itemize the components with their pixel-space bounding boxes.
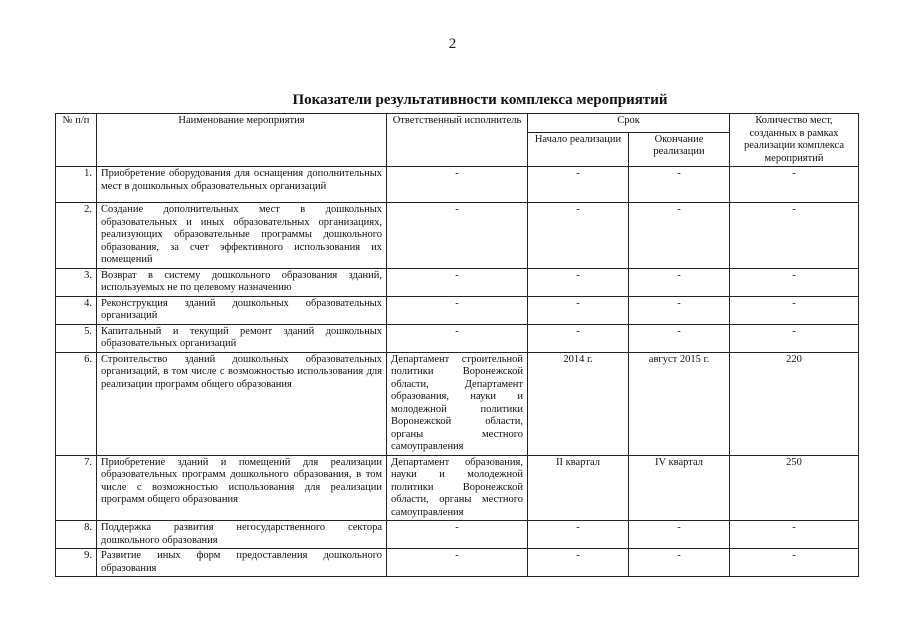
row-end: - xyxy=(629,203,730,269)
row-executor: - xyxy=(387,167,528,203)
row-places: - xyxy=(730,549,859,577)
row-executor: - xyxy=(387,521,528,549)
table-row xyxy=(56,203,859,269)
row-end: - xyxy=(629,296,730,324)
row-num: 3. xyxy=(56,268,97,296)
page-number: 2 xyxy=(448,36,457,52)
header-name: Наименование мероприятия xyxy=(97,114,387,167)
table-row xyxy=(56,549,859,577)
row-name: Капитальный и текущий ремонт зданий дошкольных образовательных организаций xyxy=(97,324,387,352)
row-places: - xyxy=(730,296,859,324)
row-executor: - xyxy=(387,203,528,269)
row-start: - xyxy=(528,549,629,577)
row-places: - xyxy=(730,521,859,549)
row-num: 6. xyxy=(56,352,97,455)
table-header-row xyxy=(56,114,859,133)
row-name: Приобретение зданий и помещений для реализации образовательных программ дошкольного образования, в том числе с возможностью использования для реализации программ общего образования xyxy=(97,455,387,521)
row-start: - xyxy=(528,203,629,269)
row-places: - xyxy=(730,268,859,296)
header-end: Окончание реализации xyxy=(629,132,730,166)
row-start: - xyxy=(528,167,629,203)
row-executor: Департамент строительной политики Воронежской области, Департамент образования, науки и молодежной политики Воронежской области, органы местного самоуправления xyxy=(387,352,528,455)
row-num: 9. xyxy=(56,549,97,577)
row-end: - xyxy=(629,549,730,577)
row-places: - xyxy=(730,324,859,352)
row-start: - xyxy=(528,521,629,549)
row-name: Реконструкция зданий дошкольных образовательных организаций xyxy=(97,296,387,324)
header-executor: Ответственный исполнитель xyxy=(387,114,528,167)
row-places: 250 xyxy=(730,455,859,521)
row-start: - xyxy=(528,268,629,296)
header-places: Количество мест, созданных в рамках реализации комплекса мероприятий xyxy=(730,114,859,167)
results-table xyxy=(55,113,859,577)
table-row xyxy=(56,167,859,203)
row-num: 7. xyxy=(56,455,97,521)
row-end: - xyxy=(629,521,730,549)
table-row xyxy=(56,296,859,324)
row-executor: - xyxy=(387,268,528,296)
row-name: Развитие иных форм предоставления дошкольного образования xyxy=(97,549,387,577)
page-title: Показатели результативности комплекса мероприятий xyxy=(292,92,668,108)
row-name: Поддержка развития негосударственного сектора дошкольного образования xyxy=(97,521,387,549)
row-num: 2. xyxy=(56,203,97,269)
header-num: № п/п xyxy=(56,114,97,167)
row-end: IV квартал xyxy=(629,455,730,521)
row-name: Строительство зданий дошкольных образовательных организаций, в том числе с возможностью использования для реализации программ общего образования xyxy=(97,352,387,455)
row-end: август 2015 г. xyxy=(629,352,730,455)
row-num: 8. xyxy=(56,521,97,549)
row-num: 4. xyxy=(56,296,97,324)
row-num: 5. xyxy=(56,324,97,352)
row-start: - xyxy=(528,296,629,324)
table-row xyxy=(56,521,859,549)
table-row xyxy=(56,352,859,455)
table-row xyxy=(56,268,859,296)
row-num: 1. xyxy=(56,167,97,203)
row-name: Создание дополнительных мест в дошкольных образовательных и иных образовательных организациях, реализующих образовательные программы дошкольного образования, за счет эффективного использования их помещений xyxy=(97,203,387,269)
row-executor: - xyxy=(387,296,528,324)
row-start: 2014 г. xyxy=(528,352,629,455)
row-executor: Департамент образования, науки и молодежной политики Воронежской области, органы местного самоуправления xyxy=(387,455,528,521)
header-start: Начало реализации xyxy=(528,132,629,166)
row-places: - xyxy=(730,203,859,269)
row-end: - xyxy=(629,167,730,203)
row-executor: - xyxy=(387,549,528,577)
row-start: II квартал xyxy=(528,455,629,521)
row-start: - xyxy=(528,324,629,352)
table-row xyxy=(56,324,859,352)
row-end: - xyxy=(629,268,730,296)
row-name: Приобретение оборудования для оснащения дополнительных мест в дошкольных образовательных организаций xyxy=(97,167,387,203)
table-row xyxy=(56,455,859,521)
row-executor: - xyxy=(387,324,528,352)
row-places: 220 xyxy=(730,352,859,455)
row-places: - xyxy=(730,167,859,203)
row-end: - xyxy=(629,324,730,352)
row-name: Возврат в систему дошкольного образования зданий, используемых не по целевому назначению xyxy=(97,268,387,296)
header-term: Срок xyxy=(528,114,730,133)
